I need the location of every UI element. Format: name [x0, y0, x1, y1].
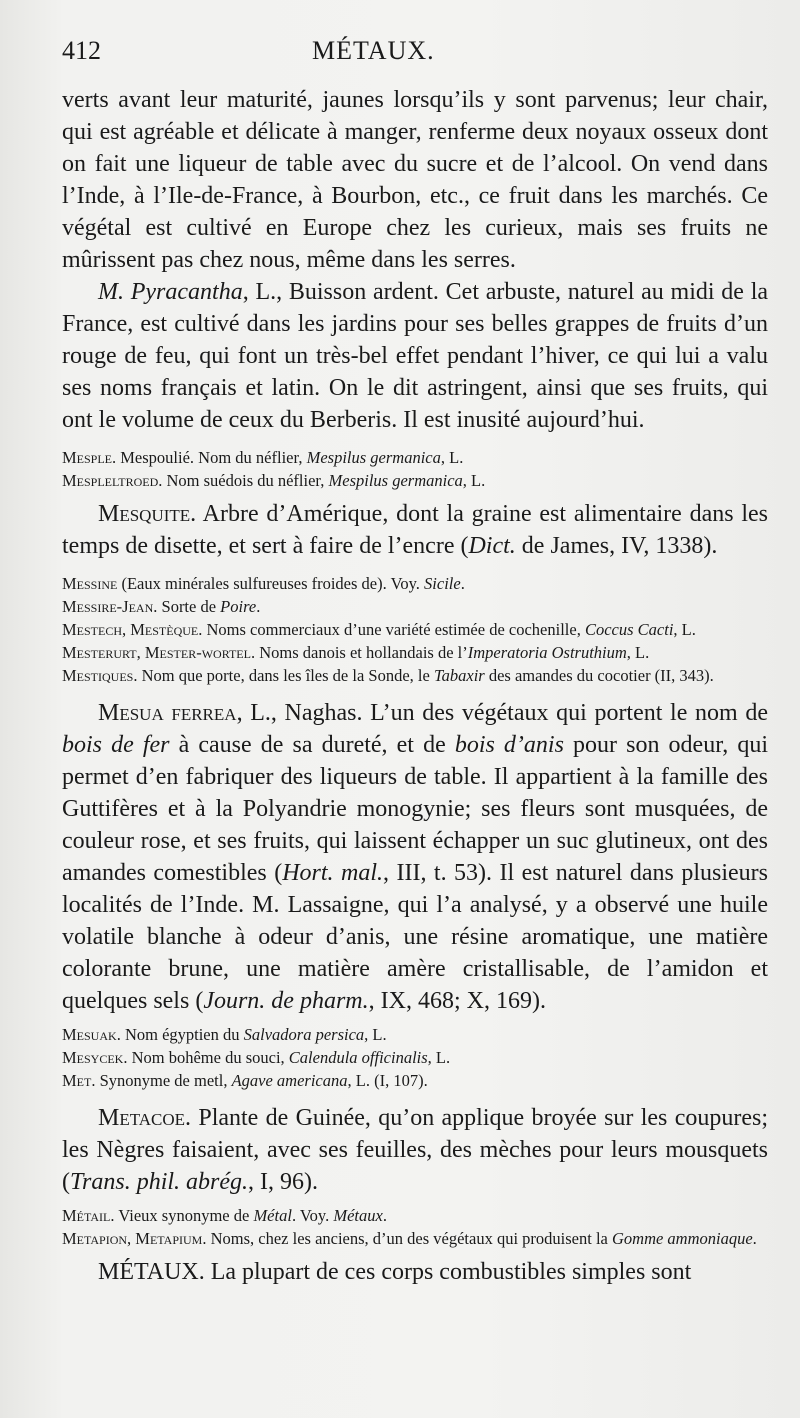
entry-metaux: MÉTAUX. La plupart de ces corps combustibles simples sont [98, 1259, 692, 1285]
entry-metail: Métail. Vieux synonyme de Métal. Voy. Métaux. [62, 1206, 387, 1225]
entry-pyracantha: M. Pyracantha, L., Buisson ardent. Cet arbuste, naturel au midi de la France, est cultivé dans les jardins pour ses belles grappes de fruits d’un rouge de feu, qui font un très-bel effet pendant l’hiver, ce qui lui a valu ses noms français et latin. On le dit astringent, ainsi que ses fruits, qui ont le volume de ceux du Berberis. Il est inusité aujourd’hui. [62, 279, 769, 433]
entry-met: Met. Synonyme de metl, Agave americana, L. (I, 107). [62, 1071, 428, 1090]
entry-mespleltroed: Mespleltroed. Nom suédois du néflier, Mespilus germanica, L. [62, 471, 486, 490]
entry-metacoe: Metacoe. Plante de Guinée, qu’on applique broyée sur les coupures; les Nègres faisaient, avec ses feuilles, des mèches pour leurs mousquets (Trans. phil. abrég., I, 96). [62, 1105, 768, 1195]
running-title: MÉTAUX. [312, 36, 435, 65]
entry-mesycek: Mesycek. Nom bohême du souci, Calendula officinalis, L. [62, 1048, 451, 1067]
entry-messine: Messine (Eaux minérales sulfureuses froides de). Voy. Sicile. [62, 574, 465, 593]
entry-mesquite: Mesquite. Arbre d’Amérique, dont la graine est alimentaire dans les temps de disette, et sert à faire de l’encre (Dict. de James, IV, 1338). [62, 501, 768, 559]
entry-mesuak: Mesuak. Nom égyptien du Salvadora persica, L. [62, 1025, 387, 1044]
entry-mesple: Mesple. Mespoulié. Nom du néflier, Mespilus germanica, L. [62, 448, 464, 467]
entry-mesterurt: Mesterurt, Mester-wortel. Noms danois et hollandais de l’Imperatoria Ostruthium, L. [62, 643, 650, 662]
page-number: 412 [62, 36, 101, 65]
entry-messire-jean: Messire-Jean. Sorte de Poire. [62, 597, 261, 616]
entry-metapion: Metapion, Metapium. Noms, chez les anciens, d’un des végétaux qui produisent la Gomme ammoniaque. [62, 1229, 757, 1248]
entry-mesua-ferrea: Mesua ferrea, L., Naghas. L’un des végétaux qui portent le nom de bois de fer à cause de sa dureté, et de bois d’anis pour son odeur, qui permet d’en fabriquer des liqueurs de table. Il appartient à la famille des Guttifères et à la Polyandrie monogynie; ses fleurs sont musquées, de couleur rose, et ses fruits, qui laissent échapper un suc glutineux, ont des amandes comestibles (Hort. mal., III, t. 53). Il est naturel dans plusieurs localités de l’Inde. M. Lassaigne, qui l’a analysé, y a observé une huile volatile blanche à odeur d’anis, une résine aromatique, une matière colorante brune, une matière amère cristallisable, de l’amidon et quelques sels (Journ. de pharm., IX, 468; X, 169). [62, 700, 769, 1014]
entry-mestech: Mestech, Mestèque. Noms commerciaux d’une variété estimée de cochenille, Coccus Cacti, L. [62, 620, 696, 639]
entry-continuation: verts avant leur maturité, jaunes lorsqu’ils y sont parvenus; leur chair, qui est agréable et délicate à manger, renferme deux noyaux osseux dont on fait une liqueur de table avec du sucre et de l’alcool. On vend dans l’Inde, à l’Ile-de-France, à Bourbon, etc., ce fruit dans les marchés. Ce végétal est cultivé en Europe chez les curieux, mais ses fruits ne mûrissent pas chez nous, même dans les serres. [62, 87, 768, 273]
entry-mestiques: Mestiques. Nom que porte, dans les îles de la Sonde, le Tabaxir des amandes du cocotier (II, 343). [62, 666, 714, 685]
page-header [62, 36, 768, 76]
